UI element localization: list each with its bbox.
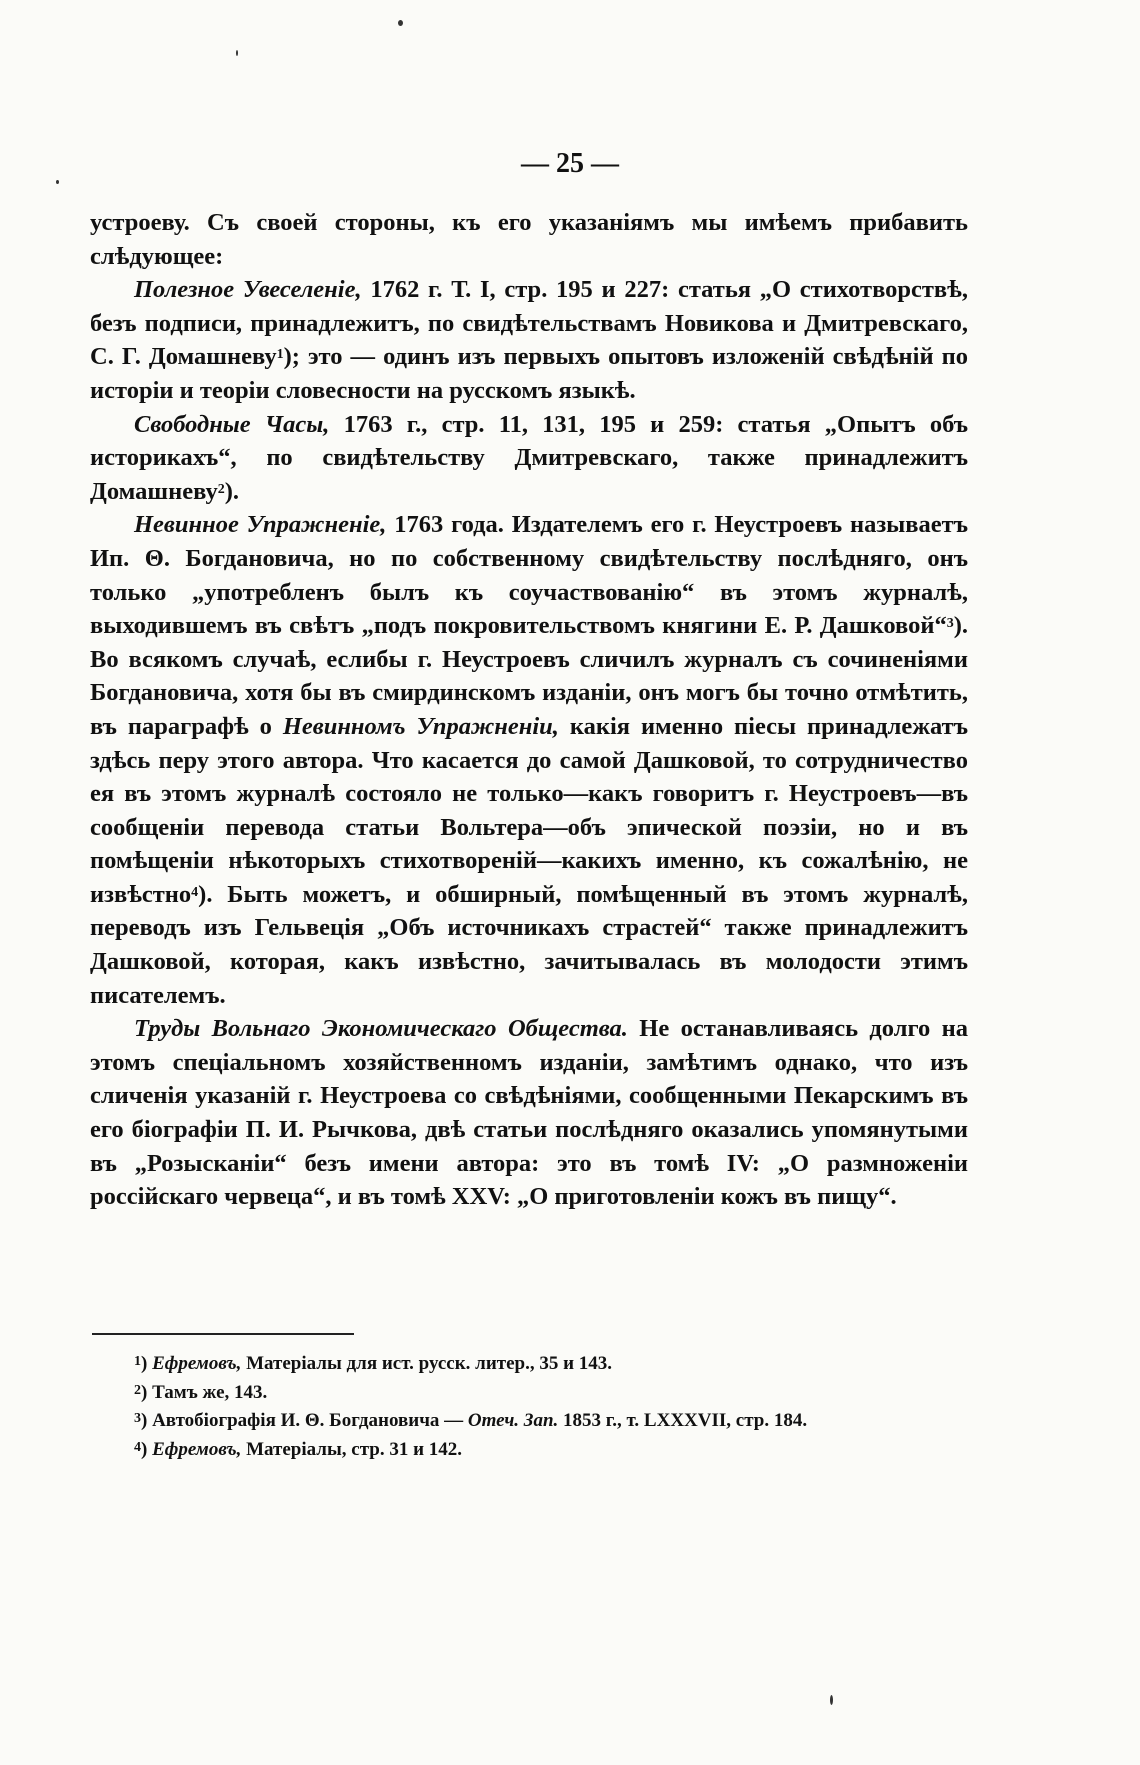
footnote-mark: 4	[134, 1439, 141, 1455]
footnote-mark: 1	[134, 1354, 141, 1369]
footnote-ref[interactable]: 4	[191, 884, 199, 900]
paragraph-text: ); это — одинъ изъ первыхъ опытовъ изложеній свѣдѣній по исторіи и теоріи словесности на русскомъ языкѣ.	[90, 343, 968, 404]
paragraph-poleznoe	[90, 273, 968, 407]
footnote-text: ) Тамъ же, 143.	[141, 1381, 268, 1403]
scan-speck	[398, 20, 403, 26]
paragraph-intro	[90, 206, 968, 273]
footnote-ref[interactable]: 1	[276, 347, 284, 363]
paragraph-text: 1763 г., стр. 11, 131, 195 и 259: статья „Опытъ объ историкахъ“, по свидѣтельству Дмитревскаго, также принадлежитъ Домашневу	[90, 410, 969, 505]
footnote-text: 1853 г., т. LXXXVII, стр. 184.	[558, 1410, 808, 1431]
journal-title: Полезное Увеселеніе,	[134, 276, 362, 304]
footnote-ref[interactable]: 2	[217, 481, 225, 497]
footnote-ref[interactable]: 3	[946, 616, 954, 632]
footnote-text: )	[141, 1353, 153, 1374]
footnote-2	[90, 1379, 968, 1408]
footnote-author: Ефремовъ,	[152, 1438, 242, 1460]
footnote-text: Матеріалы для ист. русск. литер., 35 и 143.	[241, 1353, 613, 1374]
journal-title: Невинномъ Упражненіи,	[282, 712, 559, 740]
footnote-divider	[92, 1333, 354, 1335]
paragraph-trudy	[90, 1012, 968, 1214]
scan-speck	[56, 180, 59, 184]
footnote-source: Отеч. Зап.	[467, 1410, 559, 1431]
paragraph-text: 1762 г. Т. I, стр. 195 и 227: статья „О стихотворствѣ, безъ подписи, принадлежитъ, по свидѣтельствамъ Новикова и Дмитревскаго, С. Г. Домашневу	[90, 276, 968, 371]
journal-title: Труды Вольнаго Экономическаго Общества.	[134, 1015, 628, 1043]
scan-speck	[830, 1695, 833, 1705]
footnotes	[90, 1350, 968, 1464]
footnote-4	[90, 1436, 968, 1465]
paragraph-text: устроеву. Съ своей стороны, къ его указаніямъ мы имѣемъ прибавить слѣдующее:	[90, 209, 968, 270]
paragraph-text: 1763 года. Издателемъ его г. Неустроевъ называетъ Ип. Θ. Богдановича, но по собственному свидѣтельству послѣдняго, онъ только „употребленъ былъ къ соучаствованію“ въ этомъ журналѣ, выходившемъ въ свѣтъ „подъ покровительствомъ княгини Е. Р. Дашковой“	[90, 511, 968, 640]
footnote-text: )	[141, 1438, 153, 1460]
footnote-mark: 2	[134, 1382, 141, 1398]
footnote-3	[90, 1407, 968, 1436]
journal-title: Свободные Часы,	[134, 410, 330, 438]
paragraph-text: ). Во всякомъ случаѣ, еслибы г. Неустроевъ сличилъ журналъ съ сочиненіями Богдановича, хотя бы въ смирдинскомъ изданіи, онъ могъ бы точно отмѣтить, въ параграфѣ о	[90, 612, 968, 740]
paragraph-nevinnoe	[90, 508, 968, 1012]
page-number: — 25 —	[521, 148, 619, 179]
paragraph-svobodnye	[90, 408, 968, 509]
footnote-text: Матеріалы, стр. 31 и 142.	[241, 1438, 463, 1460]
journal-title: Невинное Упражненіе,	[134, 511, 387, 539]
paragraph-text: ).	[224, 477, 240, 505]
scan-speck	[236, 50, 238, 56]
paragraph-text: какія именно піесы принадлежатъ здѣсь перу этого автора. Что касается до самой Дашковой, то сотрудничество ея въ этомъ журналѣ состояло не только—какъ говоритъ г. Неустроевъ—въ сообщеніи перевода статьи Вольтера—объ эпической поэзіи, но и въ помѣщеніи нѣкоторыхъ стихотвореній—какихъ именно, къ сожалѣнію, не извѣстно	[90, 712, 968, 908]
footnote-author: Ефремовъ,	[152, 1353, 242, 1374]
footnote-text: ) Автобіографія И. Θ. Богдановича —	[141, 1410, 468, 1431]
paragraph-text: Не останавливаясь долго на этомъ спеціальномъ хозяйственномъ изданіи, замѣтимъ однако, что изъ сличенія указаній г. Неустроева со свѣдѣніями, сообщенными Пекарскимъ въ его біографіи П. И. Рычкова, двѣ статьи послѣдняго оказались упомянутыми въ „Розысканіи“ безъ имени автора: это въ томѣ IV: „О размноженіи россійскаго червеца“, и въ томѣ XXV: „О приготовленіи кожъ въ пищу“.	[90, 1015, 968, 1211]
footnote-1	[90, 1350, 968, 1379]
footnote-mark: 3	[134, 1411, 141, 1426]
body-text	[90, 206, 968, 1214]
paragraph-text: ). Быть можетъ, и обширный, помѣщенный въ этомъ журналѣ, переводъ изъ Гельвеція „Объ источникахъ страстей“ также принадлежитъ Дашковой, которая, какъ извѣстно, зачитывалась въ молодости этимъ писателемъ.	[90, 880, 968, 1009]
